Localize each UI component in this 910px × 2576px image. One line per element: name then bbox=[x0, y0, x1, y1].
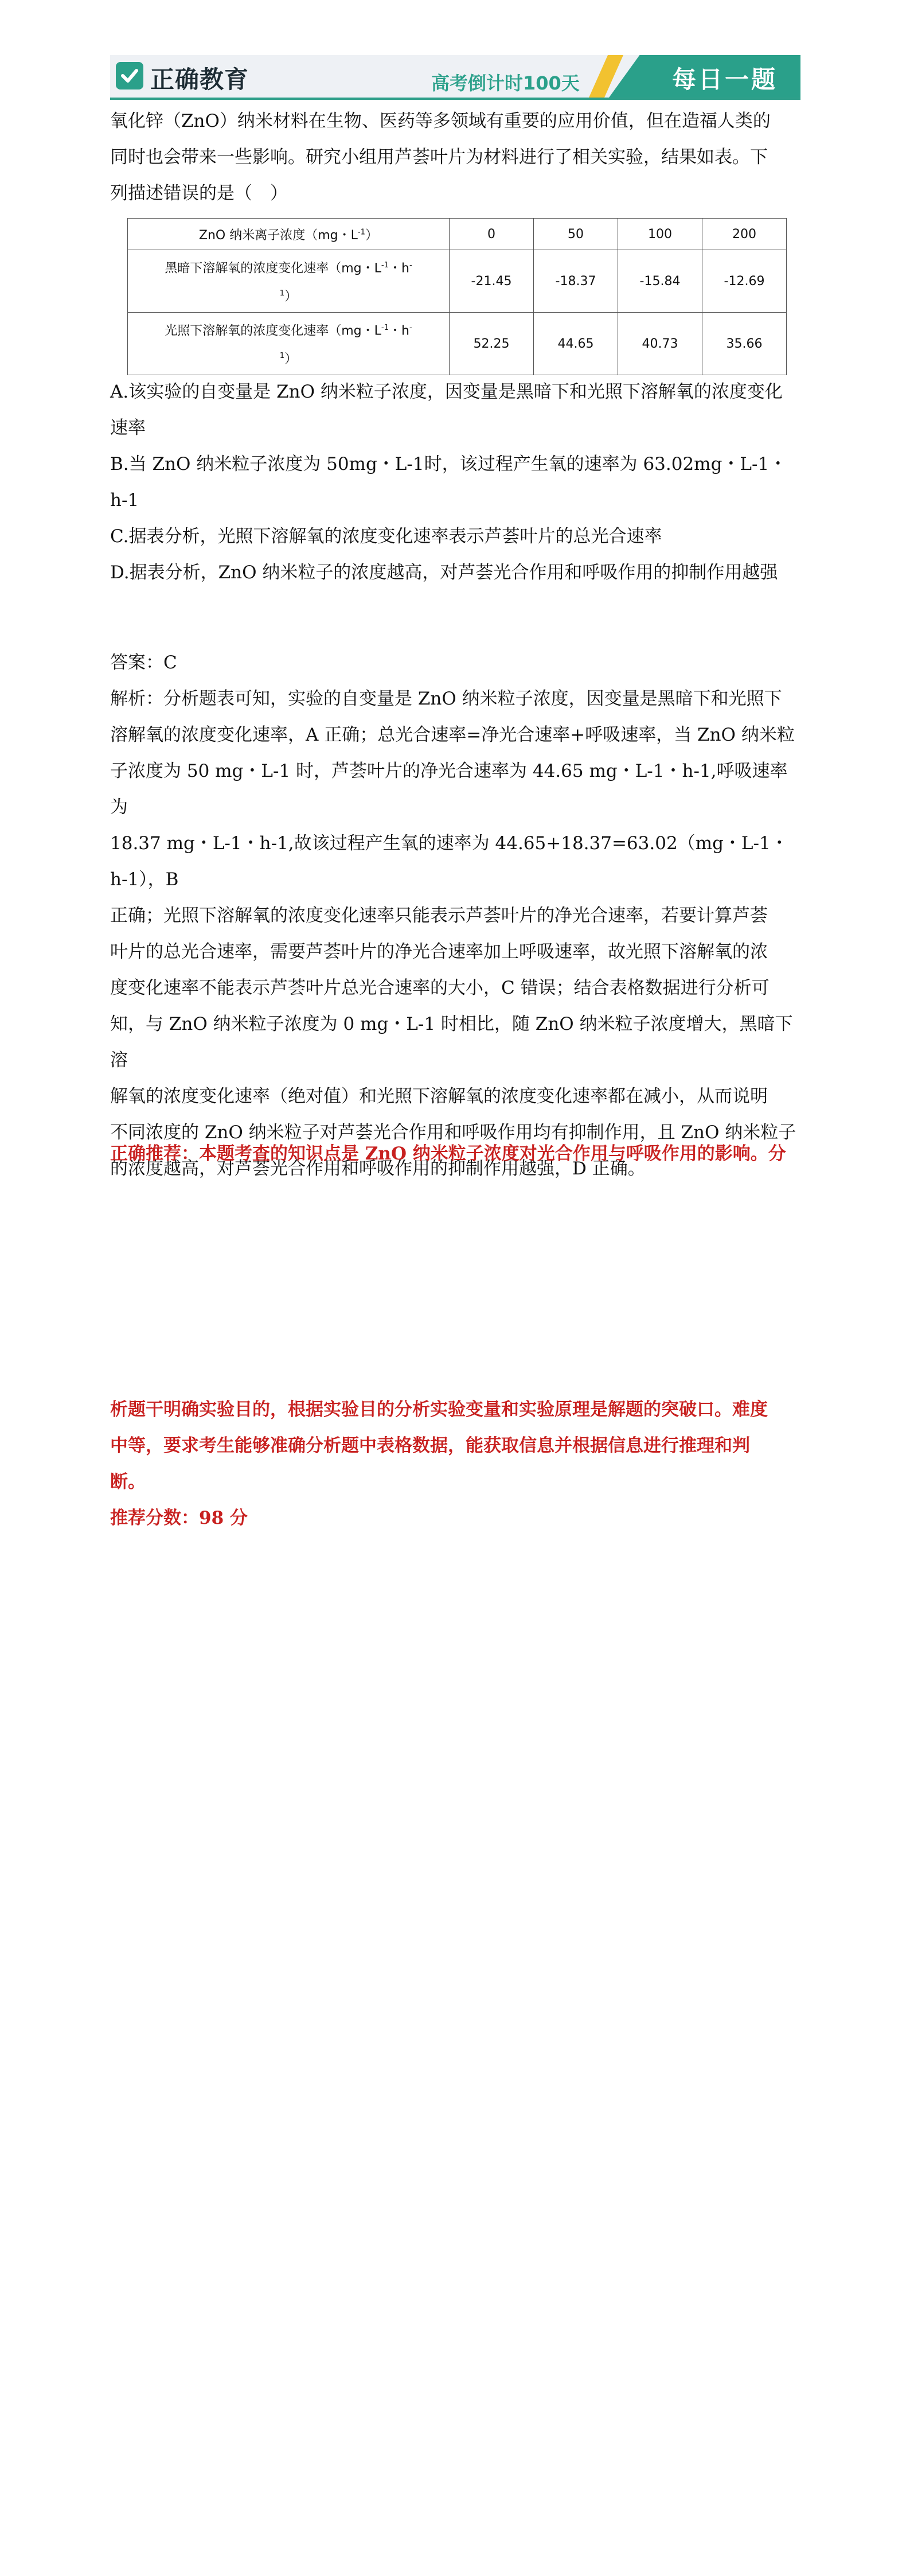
analysis-line: 度变化速率不能表示芦荟叶片总光合速率的大小，C 错误；结合表格数据进行分析可 bbox=[110, 978, 770, 998]
analysis-line: 的浓度越高，对芦荟光合作用和呼吸作用的抑制作用越强，D 正确。 bbox=[110, 1158, 646, 1179]
checkmark-logo-icon bbox=[116, 62, 143, 90]
analysis bbox=[110, 681, 800, 1187]
table-cell: -12.69 bbox=[702, 250, 787, 313]
exam-countdown: 高考倒计时100天 bbox=[431, 72, 580, 94]
analysis-line: 18.37 mg・L-1・h-1,故该过程产生氧的速率为 44.65+18.37=63.02（mg・L-1・h-1），B bbox=[110, 833, 788, 890]
question-line: 同时也会带来一些影响。研究小组用芦荟叶片为材料进行了相关实验，结果如表。下 bbox=[110, 147, 768, 168]
table-header-cell: 200 bbox=[702, 219, 787, 250]
question-line: 列描述错误的是（ ） bbox=[110, 183, 288, 204]
option-c: C.据表分析，光照下溶解氧的浓度变化速率表示芦荟叶片的总光合速率 bbox=[110, 526, 662, 547]
analysis-line: 叶片的总光合速率，需要芦荟叶片的净光合速率加上呼吸速率，故光照下溶解氧的浓 bbox=[110, 941, 768, 962]
table-header-row bbox=[128, 219, 787, 250]
data-table bbox=[127, 218, 787, 375]
recommendation bbox=[110, 1392, 800, 1536]
daily-question-label: 每日一题 bbox=[672, 65, 778, 94]
table-header-cell: 50 bbox=[534, 219, 618, 250]
table-cell: 52.25 bbox=[450, 313, 534, 375]
table-cell: -21.45 bbox=[450, 250, 534, 313]
table-row bbox=[128, 250, 787, 313]
table-cell: 35.66 bbox=[702, 313, 787, 375]
question-stem bbox=[110, 103, 800, 212]
table-header-cell: 100 bbox=[618, 219, 702, 250]
brand-name: 正确教育 bbox=[150, 65, 249, 94]
table-row-label: 光照下溶解氧的浓度变化速率（mg・$L^{-1}$・h- $^1$） bbox=[128, 313, 450, 375]
header-banner bbox=[110, 55, 800, 100]
analysis-line: 解析：分析题表可知，实验的自变量是 ZnO 纳米粒子浓度，因变量是黑暗下和光照下 bbox=[110, 688, 782, 709]
option-a-continued: 速率 bbox=[110, 418, 146, 438]
analysis-line: 不同浓度的 ZnO 纳米粒子对芦荟光合作用和呼吸作用均有抑制作用，且 ZnO 纳米粒子 bbox=[110, 1122, 796, 1143]
table-row-label: 黑暗下溶解氧的浓度变化速率（mg・$L^{-1}$・h- $^1$） bbox=[128, 250, 450, 313]
table-cell: 44.65 bbox=[534, 313, 618, 375]
table-cell: -18.37 bbox=[534, 250, 618, 313]
table-row bbox=[128, 313, 787, 375]
recommendation-start: 正确推荐：本题考查的知识点是 ZnO 纳米粒子浓度对光合作用与呼吸作用的影响。分 bbox=[110, 1143, 786, 1164]
table-header-cell: 0 bbox=[450, 219, 534, 250]
analysis-line: 解氧的浓度变化速率（绝对值）和光照下溶解氧的浓度变化速率都在减小，从而说明 bbox=[110, 1086, 768, 1107]
table-cell: -15.84 bbox=[618, 250, 702, 313]
analysis-line: 溶解氧的浓度变化速率，A 正确；总光合速率=净光合速率+呼吸速率，当 ZnO 纳米粒 bbox=[110, 725, 795, 745]
table-header-label: ZnO 纳米离子浓度（mg・$L^{-1}$） bbox=[128, 219, 450, 250]
answer: 答案：C bbox=[110, 652, 177, 673]
recommendation-line: 断。 bbox=[110, 1472, 146, 1492]
option-a: A.该实验的自变量是 ZnO 纳米粒子浓度，因变量是黑暗下和光照下溶解氧的浓度变化 bbox=[110, 382, 783, 402]
recommended-score: 推荐分数：98 分 bbox=[110, 1508, 248, 1528]
table-cell: 40.73 bbox=[618, 313, 702, 375]
analysis-line: 正确；光照下溶解氧的浓度变化速率只能表示芦荟叶片的净光合速率，若要计算芦荟 bbox=[110, 905, 768, 926]
analysis-line: 知，与 ZnO 纳米粒子浓度为 0 mg・L-1 时相比，随 ZnO 纳米粒子浓度增大，黑暗下溶 bbox=[110, 1014, 793, 1071]
analysis-line: 子浓度为 50 mg・L-1 时，芦荟叶片的净光合速率为 44.65 mg・L-1・h-1,呼吸速率为 bbox=[110, 761, 788, 818]
answer-options bbox=[110, 374, 800, 591]
recommendation-line: 中等，要求考生能够准确分析题中表格数据，能获取信息并根据信息进行推理和判 bbox=[110, 1435, 750, 1456]
recommendation-line: 析题干明确实验目的，根据实验目的分析实验变量和实验原理是解题的突破口。难度 bbox=[110, 1399, 768, 1420]
option-b: B.当 ZnO 纳米粒子浓度为 50mg・L-1时，该过程产生氧的速率为 63.02mg・L-1・h-1 bbox=[110, 454, 787, 511]
question-line: 氧化锌（ZnO）纳米材料在生物、医药等多领域有重要的应用价值，但在造福人类的 bbox=[110, 111, 771, 131]
option-d: D.据表分析，ZnO 纳米粒子的浓度越高，对芦荟光合作用和呼吸作用的抑制作用越强 bbox=[110, 562, 778, 583]
